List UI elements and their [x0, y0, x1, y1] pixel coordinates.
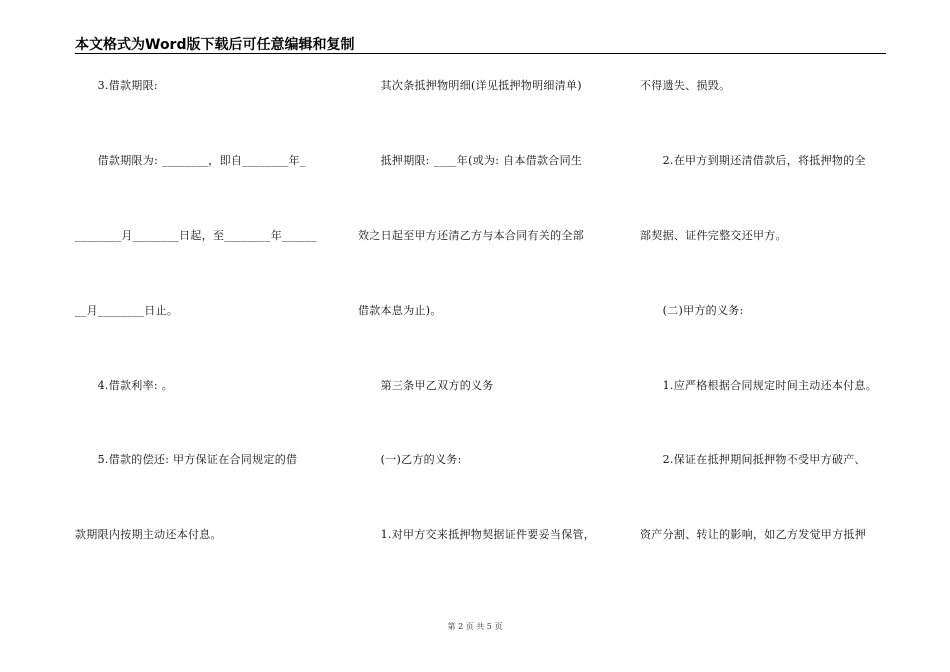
text-line: (二)甲方的义务: — [640, 304, 744, 317]
text-line: 4.借款利率: 。 — [75, 379, 173, 392]
text-line: 1.对甲方交来抵押物契据证件要妥当保管， — [358, 528, 596, 541]
text-line: 3.借款期限: — [75, 79, 158, 92]
text-line: 不得遗失、损毁。 — [640, 79, 731, 92]
text-line: 部契据、证件完整交还甲方。 — [640, 229, 787, 242]
text-line: (一)乙方的义务: — [358, 453, 462, 466]
text-line: 2.保证在抵押期间抵押物不受甲方破产、 — [640, 453, 866, 466]
text-line: 2.在甲方到期还清借款后，将抵押物的全 — [640, 154, 866, 167]
text-line: 其次条抵押物明细(详见抵押物明细清单) — [358, 79, 582, 92]
text-line: 效之日起至甲方还清乙方与本合同有关的全部 — [358, 229, 584, 242]
text-line: 借款本息为止)。 — [358, 304, 442, 317]
text-line: 资产分割、转让的影响，如乙方发觉甲方抵押 — [640, 528, 866, 541]
header-divider — [75, 53, 886, 54]
text-line: 第三条甲乙双方的义务 — [358, 379, 494, 392]
page-number-footer: 第 2 页 共 5 页 — [447, 622, 503, 631]
text-line: __月________日止。 — [75, 304, 179, 317]
text-line: 款期限内按期主动还本付息。 — [75, 528, 222, 541]
text-line: 1.应严格根据合同规定时间主动还本付息。 — [640, 379, 878, 392]
text-line: ________月________日起，至________年______ — [75, 229, 317, 242]
document-header-title: 本文格式为Word版下载后可任意编辑和复制 — [75, 37, 355, 53]
text-line: 借款期限为: ________，即自________年_ — [75, 154, 306, 167]
text-line: 抵押期限: ____年(或为: 自本借款合同生 — [358, 154, 583, 167]
text-line: 5.借款的偿还: 甲方保证在合同规定的借 — [75, 453, 298, 466]
